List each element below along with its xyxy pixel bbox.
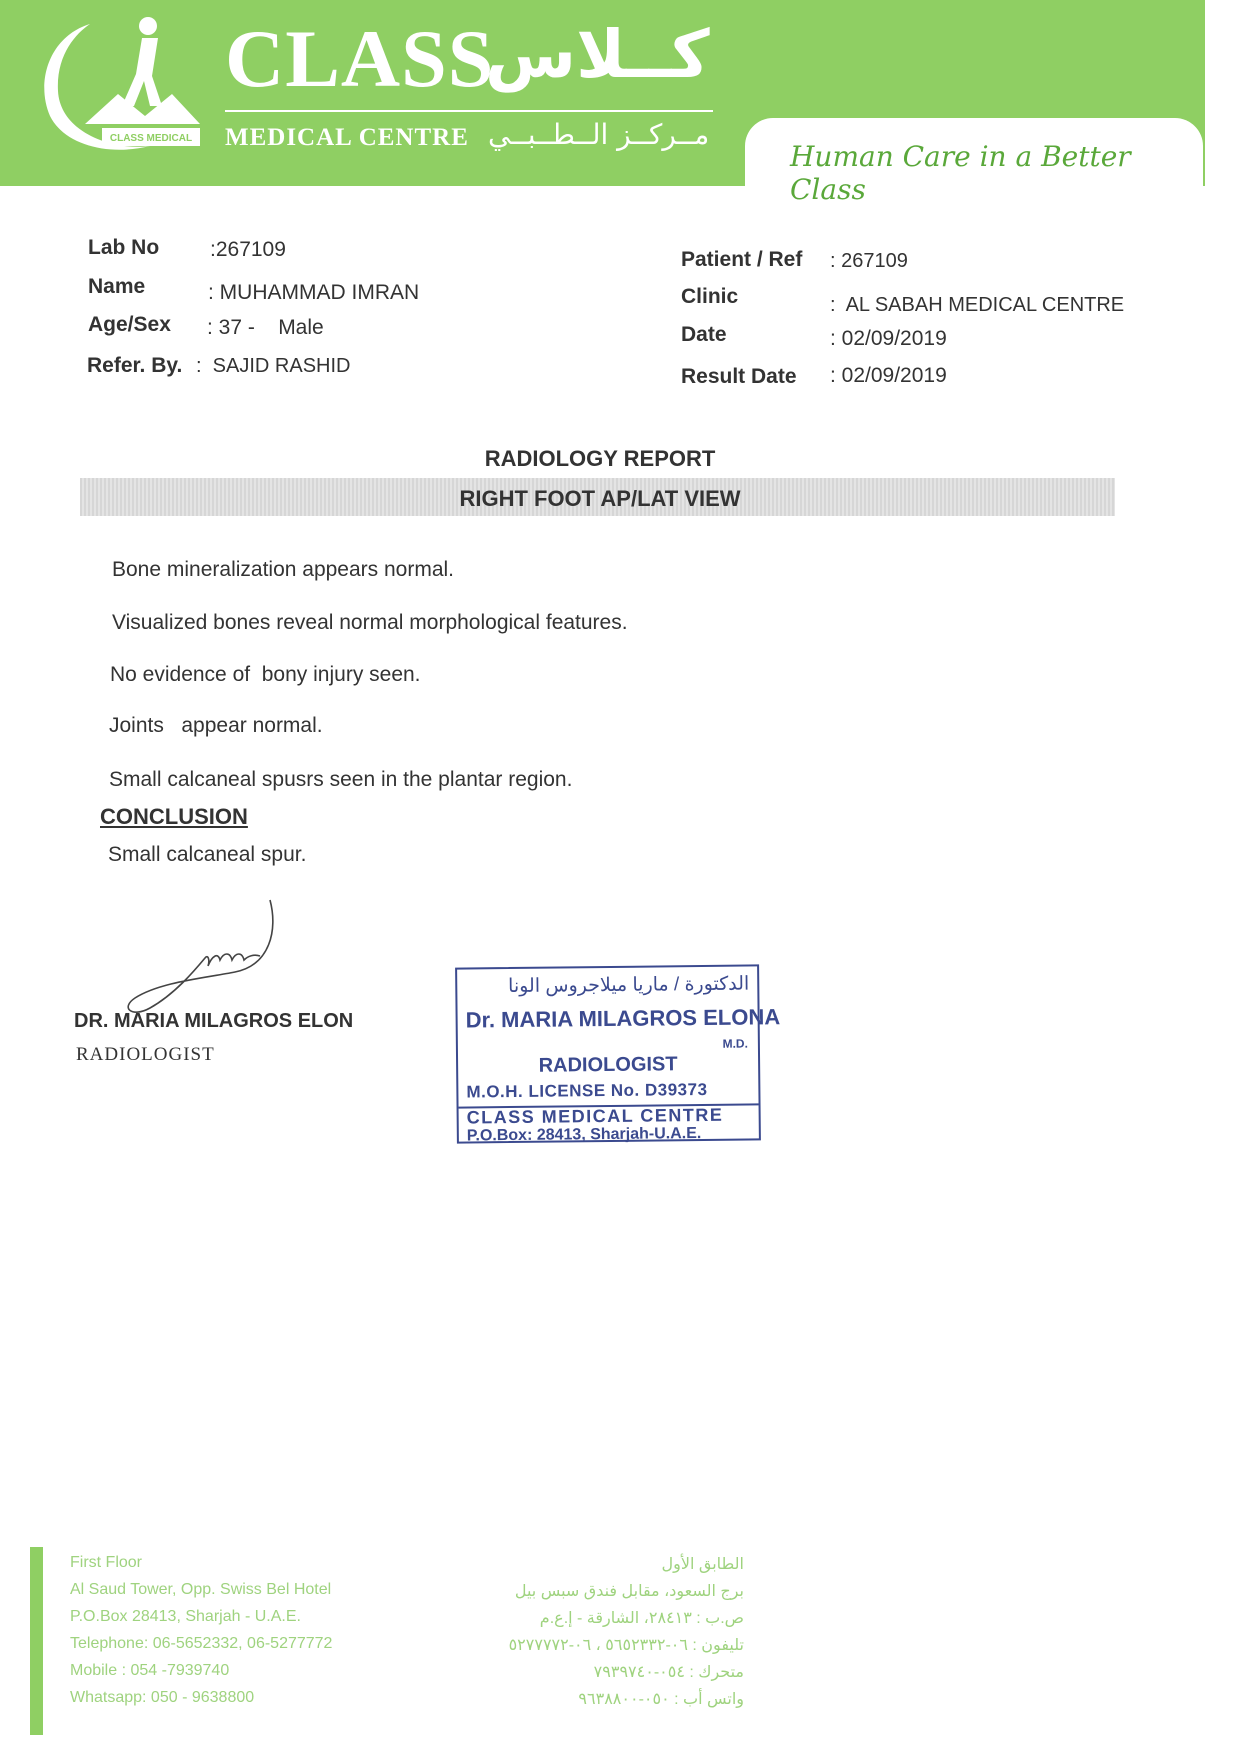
doctor-title: RADIOLOGIST (76, 1044, 215, 1065)
refer-by-value: : SAJID RASHID (196, 355, 351, 377)
brand-name-arabic: كــلاس (485, 16, 710, 93)
letterhead-banner (0, 0, 1205, 206)
brand-subtitle-english: MEDICAL CENTRE (225, 124, 469, 151)
finding-line: Joints appear normal. (109, 714, 323, 737)
brand-subtitle-arabic: مــركــز الــطــبــي (488, 118, 710, 151)
patient-ref-value: : 267109 (830, 250, 908, 272)
stamp-arabic-name: الدكتورة / ماريا ميلاجروس الونا (507, 973, 750, 998)
footer-line-arabic: تليفون : ٠٦-٥٦٥٢٣٣٢ ، ٠٦-٥٢٧٧٧٧٢ (508, 1637, 744, 1654)
finding-line: Small calcaneal spusrs seen in the plantar region. (109, 768, 573, 791)
name-label: Name (88, 275, 146, 298)
name-value: : MUHAMMAD IMRAN (208, 281, 420, 304)
footer-line-arabic: ص.ب : ٢٨٤١٣، الشارقة - إ.ع.م (539, 1610, 744, 1627)
finding-line: Bone mineralization appears normal. (112, 558, 455, 581)
finding-line: No evidence of bony injury seen. (110, 663, 421, 686)
clinic-label: Clinic (681, 285, 739, 308)
finding-line: Visualized bones reveal normal morphological features. (112, 611, 628, 634)
conclusion-heading: CONCLUSION (100, 804, 248, 829)
clinic-value: : AL SABAH MEDICAL CENTRE (830, 294, 1125, 316)
refer-by-label: Refer. By. (87, 354, 183, 377)
stamp-pobox: P.O.Box: 28413, Sharjah-U.A.E. (466, 1125, 702, 1145)
footer-accent-bar (30, 1547, 43, 1735)
footer-line-arabic: الطابق الأول (661, 1556, 744, 1573)
class-medical-logo (30, 6, 205, 156)
patient-ref-label: Patient / Ref (681, 248, 803, 271)
stamp-doctor-name: Dr. MARIA MILAGROS ELONA (465, 1004, 781, 1033)
footer-line: Whatsapp: 050 - 9638800 (70, 1689, 255, 1706)
conclusion-text: Small calcaneal spur. (108, 843, 307, 866)
handwritten-signature (120, 890, 290, 1020)
brand-name-english: CLASS (225, 13, 495, 104)
result-date-label: Result Date (681, 365, 797, 388)
footer-line: Al Saud Tower, Opp. Swiss Bel Hotel (70, 1581, 332, 1598)
footer-line-arabic: برج السعود، مقابل فندق سبس بيل (514, 1583, 744, 1600)
brand-divider (225, 110, 713, 112)
stamp-role: RADIOLOGIST (538, 1053, 678, 1077)
stamp-license: M.O.H. LICENSE No. D39373 (466, 1079, 708, 1102)
doctor-name: DR. MARIA MILAGROS ELON (74, 1010, 354, 1032)
lab-no-value: :267109 (210, 238, 286, 261)
stamp-centre: CLASS MEDICAL CENTRE (466, 1104, 724, 1128)
date-label: Date (681, 323, 727, 346)
footer-line-arabic: متحرك : ٠٥٤-٧٩٣٩٧٤٠ (593, 1664, 744, 1681)
footer-line: Telephone: 06-5652332, 06-5277772 (70, 1635, 333, 1652)
result-date-value: : 02/09/2019 (830, 364, 947, 387)
age-sex-value: : 37 - Male (207, 316, 324, 339)
report-title: RADIOLOGY REPORT (484, 446, 716, 471)
tagline: Human Care in a Better Class (790, 140, 1131, 206)
stamp-degree: M.D. (722, 1036, 748, 1051)
report-subtitle: RIGHT FOOT AP/LAT VIEW (459, 486, 741, 511)
age-sex-label: Age/Sex (88, 313, 171, 336)
lab-no-label: Lab No (88, 236, 160, 259)
logo-text: CLASS MEDICAL (109, 133, 193, 144)
footer-line-arabic: واتس أب : ٠٥٠-٩٦٣٨٨٠٠ (578, 1691, 744, 1708)
doctor-stamp (455, 964, 781, 1145)
footer-line: P.O.Box 28413, Sharjah - U.A.E. (70, 1608, 301, 1625)
footer-line: First Floor (70, 1554, 142, 1571)
footer-line: Mobile : 054 -7939740 (70, 1662, 230, 1679)
date-value: : 02/09/2019 (830, 327, 947, 350)
